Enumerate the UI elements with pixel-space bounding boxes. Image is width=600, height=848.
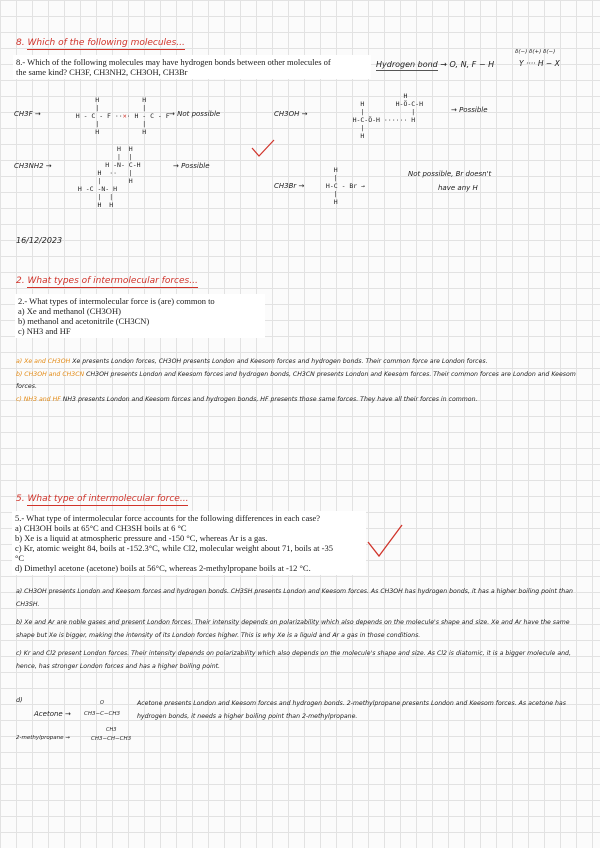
acetone-formula: CH3−C−CH3 [84, 711, 121, 717]
ch3f-result: → Not possible [169, 110, 221, 118]
q5-heading-number: 5. [16, 494, 25, 504]
q8-heading-text: Which of the following molecules... [27, 38, 185, 48]
hbond-rule: → O, N, F − H [440, 60, 495, 69]
q2-answer-a-label: a) Xe and CH3OH [16, 358, 71, 365]
q2-printed-line: b) methanol and acetonitrile (CH3CN) [18, 316, 150, 326]
q5-answer-c: c) Kr and Cl2 present London forces. Their intensity depends on polarizability which also depends on the molecule's shape and size. As Cl2 is diatomic, it is a bigger molecule and, hence, has stronger London forces and has a higher boiling point. [16, 650, 571, 670]
q8-heading [16, 38, 185, 48]
q5-printed-line: c) Kr, atomic weight 84, boils at -152.3°C, while Cl2, molecular weight about 71, boils at -35 [15, 543, 333, 553]
methylpropane-label: 2-methylpropane → [16, 735, 70, 741]
q5-answers [16, 586, 584, 673]
q5-printed-question [12, 511, 366, 575]
check-mark-icon [250, 138, 276, 160]
q2-answer-b-text: CH3OH presents London and Keesom forces and hydrogen bonds, CH3CN presents London and Keesom forces. Their common forces are London and Keesom forces. [16, 370, 576, 390]
q2-answers [16, 356, 578, 406]
q5-answer-d-label: d) [16, 696, 23, 704]
q2-answer-b-label: b) CH3OH and CH3CN [16, 370, 85, 378]
q5-printed-line: 5.- What type of intermolecular force accounts for the following differences in each case? [15, 513, 321, 523]
q2-answer-a [16, 356, 578, 369]
hbond-charges: δ(−) δ(+) δ(−) [515, 49, 556, 55]
q8-printed-line: 8.- Which of the following molecules may have hydrogen bonds between other molecules of [16, 57, 331, 67]
q2-heading-number: 2. [16, 276, 25, 286]
q2-answer-b [16, 369, 578, 394]
q2-printed-question [15, 294, 265, 338]
ch3oh-structure: H H H-Ö-C-H | | H-C-Ö-H ······ H | H [352, 92, 424, 140]
q2-printed-line: 2.- What types of intermolecular force is (are) common to [18, 296, 215, 306]
ch3f-structure: H H | | H - C - F ··✕· H - C - F | | H H [75, 96, 170, 136]
check-mark-icon [365, 522, 405, 560]
ch3br-label: CH3Br → [274, 182, 305, 190]
ch3nh2-result: → Possible [173, 162, 210, 170]
q8-printed-line: the same kind? CH3F, CH3NH2, CH3OH, CH3Br [16, 67, 188, 77]
ch3nh2-structure: H H | | H -N- C-H H ·· | | H H -C -N- H | | H H [77, 145, 141, 209]
methylpropane-formula: CH3−CH−CH3 [91, 736, 132, 742]
q5-printed-line: d) Dimethyl acetone (acetone) boils at 56°C, whereas 2-methylpropane boils at -12 °C. [15, 563, 311, 573]
q2-heading [16, 276, 198, 286]
ch3oh-result: → Possible [451, 106, 488, 114]
ch3nh2-label: CH3NH2 → [14, 162, 52, 170]
hbond-pattern: Y ···· H − X [519, 59, 560, 68]
q2-answer-c [16, 394, 578, 407]
q2-answer-c-label: c) NH3 and HF [16, 395, 61, 403]
q5-heading [16, 494, 188, 504]
ch3br-structure: H | H-C - Br → | H [325, 166, 366, 206]
ch3br-result: Not possible, Br doesn't [408, 170, 492, 178]
hbond-label: Hydrogen bond [376, 60, 438, 69]
q8-heading-number: 8. [16, 38, 25, 48]
q2-printed-line: c) NH3 and HF [18, 326, 71, 336]
q5-heading-text: What type of intermolecular force... [27, 494, 189, 504]
ch3br-result-cont: have any H [438, 184, 478, 192]
acetone-oxygen: O [100, 700, 104, 706]
q5-printed-line: °C [15, 553, 25, 563]
hbond-definition [376, 60, 494, 69]
q5-printed-line: a) CH3OH boils at 65°C and CH3SH boils at 6 °C [15, 523, 187, 533]
q8-printed-question [13, 55, 371, 79]
q5-answer-d: Acetone presents London and Keesom forces and hydrogen bonds. 2-methylpropane presents London and Keesom forces. As acetone has hydrogen bonds, it needs a higher boiling point than 2-methylpropane. [137, 700, 566, 720]
q2-heading-text: What types of intermolecular forces... [27, 276, 198, 286]
date: 16/12/2023 [16, 236, 63, 245]
q2-printed-line: a) Xe and methanol (CH3OH) [18, 306, 121, 316]
ch3oh-label: CH3OH → [274, 110, 308, 118]
ch3f-label: CH3F → [14, 110, 41, 118]
q2-answer-a-text: Xe presents London forces, CH3OH presents London and Keesom forces and hydrogen bonds. Their common force are London forces. [72, 358, 488, 365]
q5-answer-a: a) CH3OH presents London and Keesom forces and hydrogen bonds. CH3SH presents London and Keesom forces. As CH3OH has hydrogen bonds, it has a higher boiling point than CH3SH. [16, 588, 573, 608]
q5-printed-line: b) Xe is a liquid at atmospheric pressure and -150 °C, whereas Ar is a gas. [15, 533, 268, 543]
methylpropane-branch: CH3 [106, 727, 117, 733]
acetone-label: Acetone → [34, 710, 71, 718]
q5-answer-b: b) Xe and Ar are noble gases and present London forces. Their intensity depends on polarizability which also depends on the molecule's shape and size. Xe and Ar have the same shape but Xe is bigger, making the intensity of its London forces higher. This is why Xe is a liquid and Ar a gas in those conditions. [16, 619, 570, 639]
q2-answer-c-text: NH3 presents London and Keesom forces and hydrogen bonds, HF presents those same forces. They have all their forces in common. [62, 395, 478, 403]
